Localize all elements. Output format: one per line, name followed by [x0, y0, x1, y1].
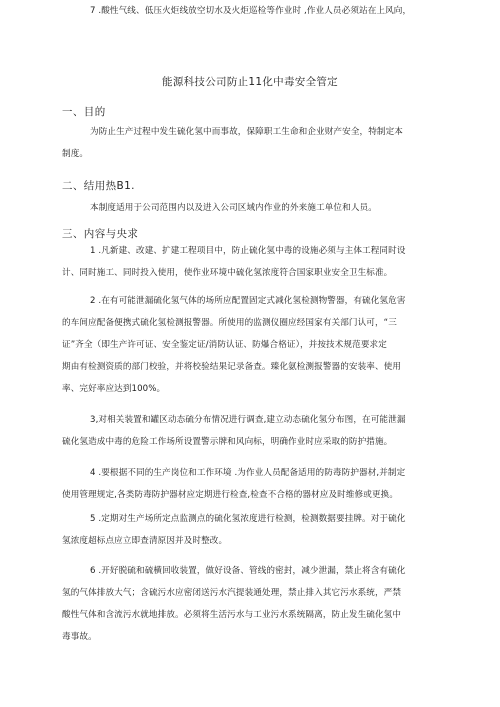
paragraph-line: 2 .在有可能泄漏硫化氢气体的场所应配置固定式减化氢检测物警器，有硫化氢危害 [90, 296, 406, 306]
paragraph [62, 508, 442, 552]
paragraph-line: 酸性气体和含流污水就地排放。必须将生活污水与工业污水系统隔离，防止发生硫化氢中 [62, 610, 402, 620]
paragraph-line: 3,对相关装置和罐区动态硫分布情况进行调查,建立动态硫化氢分布图，在可能泄漏 [90, 415, 406, 425]
paragraph-line: 5 .定期对生产场所定点监测点的硫化氢浓度进行检测，检测数据要挂牌。对于硫化 [90, 514, 406, 524]
paragraph-line: 为防止生产过程中发生硫化氢中而事故，保障职工生命和企业财产安全，特制定本 [90, 127, 403, 137]
paragraph-line: 证”齐全（即生产许可证、安全鉴定证/消防认证、防爆合格证），并按技术规范要求定 [62, 340, 387, 350]
paragraph [62, 462, 442, 506]
paragraph [62, 409, 442, 453]
paragraph [62, 560, 442, 648]
section-heading: 三、内容与央求 [62, 228, 139, 240]
paragraph-line: 率、完好率应达到100%。 [62, 384, 166, 394]
paragraph-line: 期由有检测资质的部门校验，并将校验结果记录备查。臻化氨检测报警器的安装率、使用 [62, 362, 402, 372]
paragraph-line: 的车间应配备便携式硫化氢检测报警器。所使用的监测仪圈应经国家有关部门认可，“三 [62, 318, 397, 328]
paragraph-line: 制度。 [62, 149, 89, 159]
paragraph-line: 6 .开好脱硫和硫横回收装置，做好设备、管线的密封，减少泄漏，禁止将含有硫化 [90, 566, 406, 576]
paragraph-line: 本制度适用于公司范围内以及进入公司区域内作业的外来施工单位和人员。 [90, 203, 377, 213]
paragraph-line: 氢浓度超标点应立即查清原因并及时整改。 [62, 536, 228, 546]
paragraph [62, 0, 442, 22]
paragraph-line: 使用管理规定,各类防毒防护器材应定期进行检查,检查不合格的器材应及时维修或更换。 [62, 490, 399, 500]
paragraph [62, 197, 442, 219]
section-heading: 二、结用热B1. [62, 180, 135, 192]
paragraph-line: 毒事故。 [62, 632, 97, 642]
document-title: 能源科技公司防止11化中毒安全管定 [162, 76, 338, 88]
paragraph [62, 240, 442, 284]
paragraph-line: 1 .凡新建、改建、扩建工程项目中，防止硫化氢中毒的设施必须与主体工程同时设 [90, 246, 406, 256]
paragraph-line: 4 .要根据不同的生产岗位和工作环境 .为作业人员配备适用的防毒防护器材,并制定 [90, 468, 406, 478]
paragraph-line: 硫化氢造成中毒的危险工作场所设置警示牌和风向标，明确作业时应采取的防护措施。 [62, 437, 393, 447]
paragraph-line: 计、同时施工、同时投入使用，使作业环境中硫化氢浓度符合国家职业安全卫生标准。 [62, 268, 393, 278]
paragraph [62, 290, 442, 400]
paragraph-line: 氢的气体排放大气；含硫污水应密闭送污水汽提装通处理，禁止排入其它污水系统，严禁 [62, 588, 402, 598]
paragraph [62, 121, 442, 165]
paragraph-line: 7 .酸性气线、低压火炬线放空切水及火炬巡检等作业时 ,作业人员必须站在上风向， [90, 6, 412, 16]
section-heading: 一、目的 [62, 106, 106, 118]
